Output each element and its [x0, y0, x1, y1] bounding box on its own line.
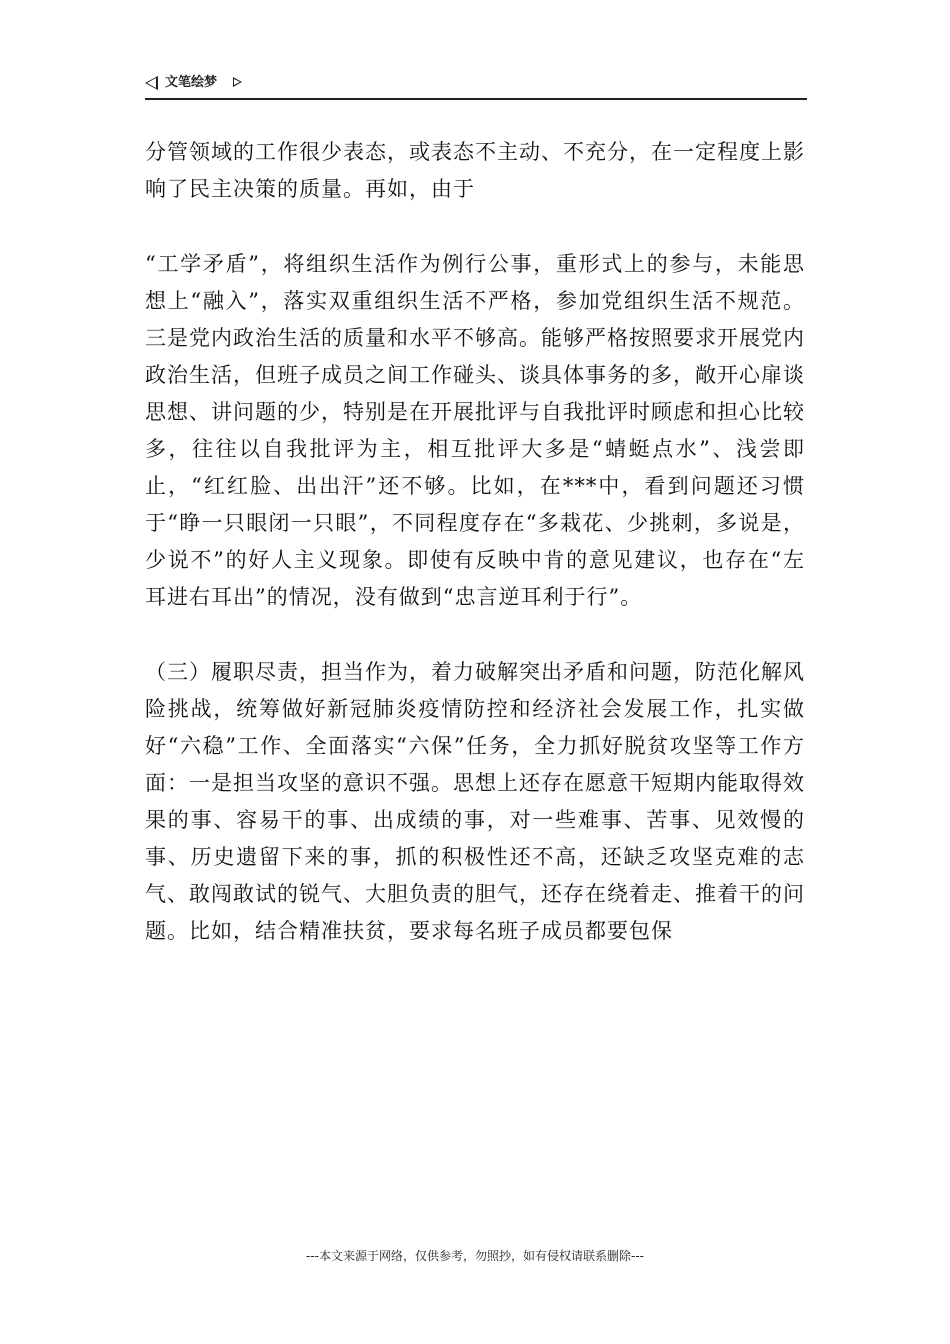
- paragraph-3: （三）履职尽责，担当作为，着力破解突出矛盾和问题，防范化解风险挑战，统筹做好新冠肺炎疫情防控和经济社会发展工作，扎实做好“六稳”工作、全面落实“六保”任务，全力抓好脱贫攻坚等工作方面：一是担当攻坚的意识不强。思想上还存在愿意干短期内能取得效果的事、容易干的事、出成绩的事，对一些难事、苦事、见效慢的事、历史遗留下来的事，抓的积极性还不高，还缺乏攻坚克难的志气、敢闯敢试的锐气、大胆负责的胆气，还存在绕着走、推着干的问题。比如，结合精准扶贫，要求每名班子成员都要包保: [145, 660, 805, 943]
- header-title: 文笔绘梦: [165, 75, 218, 90]
- footer-notice: ---本文来源于网络，仅供参考，勿照抄，如有侵权请联系删除---: [306, 1249, 644, 1263]
- triangle-left-outline-icon: [145, 76, 158, 90]
- paragraph-1: 分管领域的工作很少表态，或表态不主动、不充分，在一定程度上影响了民主决策的质量。再如，由于: [145, 140, 805, 201]
- triangle-right-outline-icon: [233, 77, 242, 87]
- document-body: [145, 134, 805, 988]
- paragraph-2: “工学矛盾”，将组织生活作为例行公事，重形式上的参与，未能思想上“融入”，落实双重组织生活不严格，参加党组织生活不规范。三是党内政治生活的质量和水平不够高。能够严格按照要求开展党内政治生活，但班子成员之间工作碰头、谈具体事务的多，敞开心扉谈思想、讲问题的少，特别是在开展批评与自我批评时顾虑和担心比较多，往往以自我批评为主，相互批评大多是“蜻蜓点水”、浅尝即止，“红红脸、出出汗”还不够。比如，在***中，看到问题还习惯于“睁一只眼闭一只眼”，不同程度存在“多栽花、少挑刺，多说是，少说不”的好人主义现象。即使有反映中肯的意见建议，也存在“左耳进右耳出”的情况，没有做到“忠言逆耳利于行”。: [145, 252, 805, 609]
- page-header: [145, 74, 807, 100]
